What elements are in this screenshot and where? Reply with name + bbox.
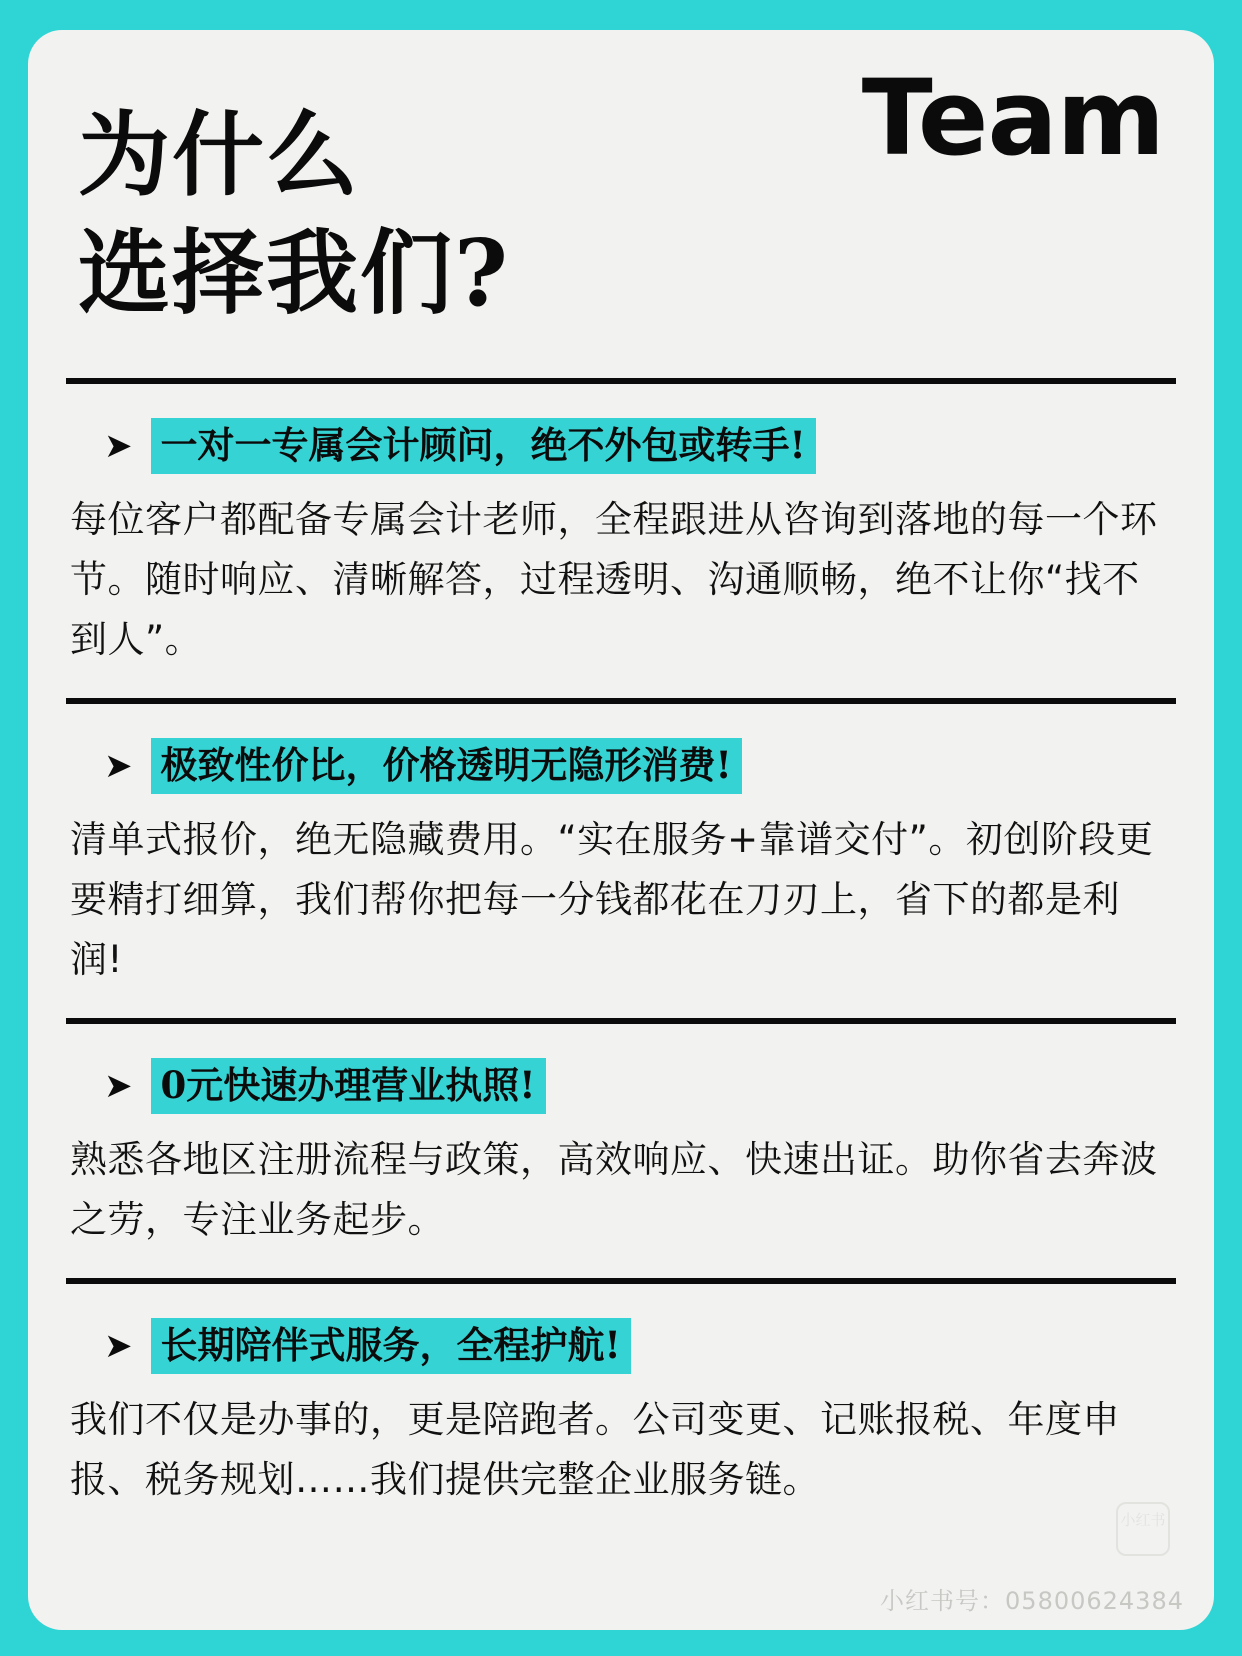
section-1 <box>64 384 1178 698</box>
section-1-heading <box>66 418 1176 474</box>
section-3 <box>64 1024 1178 1278</box>
arrow-icon: ➤ <box>104 1327 133 1365</box>
arrow-icon: ➤ <box>104 747 133 785</box>
section-3-body: 熟悉各地区注册流程与政策，高效响应、快速出证。助你省去奔波之劳，专注业务起步。 <box>70 1138 1158 1241</box>
section-2-heading <box>66 738 1176 794</box>
page-title <box>78 96 510 332</box>
section-4-title: 长期陪伴式服务，全程护航! <box>151 1318 631 1374</box>
poster-header <box>64 30 1178 378</box>
page-title-line-1: 为什么 <box>78 101 361 209</box>
arrow-icon: ➤ <box>104 1067 133 1105</box>
brand-logo: Team <box>861 57 1164 179</box>
section-2-body: 清单式报价，绝无隐藏费用。“实在服务+靠谱交付”。初创阶段更要精打细算，我们帮你把每一分钱都花在刀刃上，省下的都是利润! <box>70 818 1154 981</box>
account-id-label: 小红书号：05800624384 <box>880 1587 1184 1615</box>
section-3-heading <box>66 1058 1176 1114</box>
section-2-title: 极致性价比，价格透明无隐形消费! <box>151 738 742 794</box>
section-1-title: 一对一专属会计顾问，绝不外包或转手! <box>151 418 816 474</box>
page-title-line-2: 选择我们? <box>78 219 510 327</box>
watermark-logo: 小红书 <box>1116 1502 1170 1556</box>
section-4-body: 我们不仅是办事的，更是陪跑者。公司变更、记账报税、年度申报、税务规划……我们提供完整企业服务链。 <box>70 1398 1120 1501</box>
section-4 <box>64 1284 1178 1538</box>
section-2 <box>64 704 1178 1018</box>
section-1-body: 每位客户都配备专属会计老师，全程跟进从咨询到落地的每一个环节。随时响应、清晰解答，过程透明、沟通顺畅，绝不让你“找不到人”。 <box>70 498 1158 661</box>
poster-card <box>28 30 1214 1630</box>
section-3-title: 0元快速办理营业执照! <box>151 1058 546 1114</box>
arrow-icon: ➤ <box>104 427 133 465</box>
section-4-heading <box>66 1318 1176 1374</box>
